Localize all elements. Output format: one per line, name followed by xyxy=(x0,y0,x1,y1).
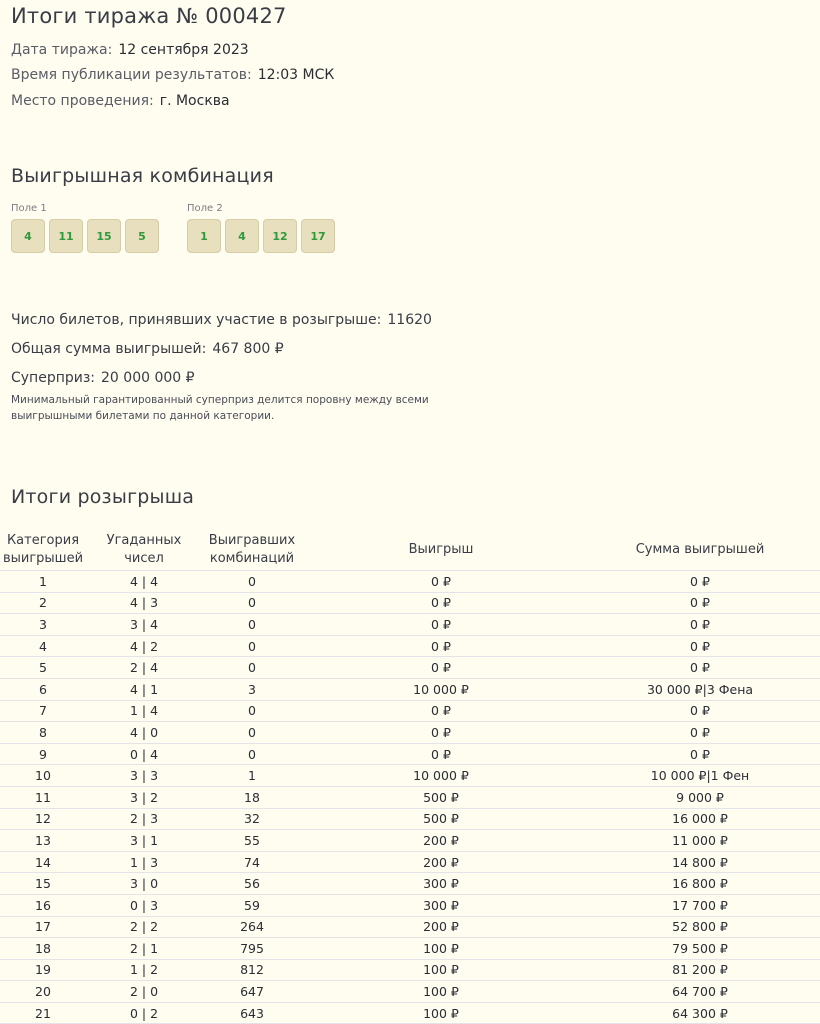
draw-date-line xyxy=(11,42,249,58)
winning-combinations-cell: 0 xyxy=(202,571,302,593)
ball: 17 xyxy=(301,219,335,253)
guessed-cell: 3 | 4 xyxy=(86,614,202,636)
table-row xyxy=(0,592,820,614)
category-cell: 3 xyxy=(0,614,86,636)
ball: 4 xyxy=(225,219,259,253)
ball: 1 xyxy=(187,219,221,253)
winning-combinations-cell: 795 xyxy=(202,938,302,960)
prize-cell: 0 ₽ xyxy=(302,592,580,614)
winning-combinations-cell: 32 xyxy=(202,808,302,830)
guessed-cell: 2 | 4 xyxy=(86,657,202,679)
prize-total-cell: 0 ₽ xyxy=(580,700,820,722)
page-title: Итоги тиража № 000427 xyxy=(11,4,287,28)
prize-cell: 100 ₽ xyxy=(302,959,580,981)
category-cell: 4 xyxy=(0,635,86,657)
guessed-cell: 3 | 3 xyxy=(86,765,202,787)
table-row xyxy=(0,830,820,852)
winning-combinations-cell: 0 xyxy=(202,657,302,679)
category-cell: 19 xyxy=(0,959,86,981)
table-row xyxy=(0,938,820,960)
prize-cell: 500 ₽ xyxy=(302,786,580,808)
prize-cell: 100 ₽ xyxy=(302,938,580,960)
guessed-cell: 2 | 1 xyxy=(86,938,202,960)
prize-total-cell: 0 ₽ xyxy=(580,657,820,679)
guessed-cell: 1 | 4 xyxy=(86,700,202,722)
publication-time-label: Время публикации результатов: xyxy=(11,67,252,83)
table-row xyxy=(0,614,820,636)
category-cell: 12 xyxy=(0,808,86,830)
total-winnings-value: 467 800 ₽ xyxy=(212,341,284,357)
column-header-winning-combinations: Выигравших комбинаций xyxy=(202,530,302,571)
winning-combinations-cell: 18 xyxy=(202,786,302,808)
venue-label: Место проведения: xyxy=(11,93,154,109)
table-row xyxy=(0,635,820,657)
guessed-cell: 3 | 2 xyxy=(86,786,202,808)
field2-balls xyxy=(187,219,335,253)
winning-combinations-cell: 55 xyxy=(202,830,302,852)
table-row xyxy=(0,657,820,679)
winning-combinations-cell: 0 xyxy=(202,743,302,765)
prize-total-cell: 0 ₽ xyxy=(580,722,820,744)
winning-combinations-cell: 0 xyxy=(202,700,302,722)
prize-cell: 300 ₽ xyxy=(302,894,580,916)
table-row xyxy=(0,981,820,1003)
category-cell: 18 xyxy=(0,938,86,960)
prize-total-cell: 30 000 ₽|3 Фена xyxy=(580,678,820,700)
table-row xyxy=(0,851,820,873)
table-row xyxy=(0,571,820,593)
results-heading: Итоги розыгрыша xyxy=(11,486,195,508)
category-cell: 14 xyxy=(0,851,86,873)
winning-combinations-cell: 643 xyxy=(202,1002,302,1024)
category-cell: 20 xyxy=(0,981,86,1003)
category-cell: 5 xyxy=(0,657,86,679)
table-row xyxy=(0,873,820,895)
category-cell: 1 xyxy=(0,571,86,593)
field2-label: Поле 2 xyxy=(187,203,223,214)
superprize-value: 20 000 000 ₽ xyxy=(101,370,195,386)
guessed-cell: 3 | 0 xyxy=(86,873,202,895)
draw-date-label: Дата тиража: xyxy=(11,42,113,58)
winning-combinations-cell: 812 xyxy=(202,959,302,981)
prize-cell: 300 ₽ xyxy=(302,873,580,895)
table-row xyxy=(0,700,820,722)
guessed-cell: 2 | 0 xyxy=(86,981,202,1003)
winning-combinations-cell: 59 xyxy=(202,894,302,916)
prize-total-cell: 0 ₽ xyxy=(580,743,820,765)
tickets-count-value: 11620 xyxy=(387,312,432,328)
category-cell: 11 xyxy=(0,786,86,808)
prize-total-cell: 52 800 ₽ xyxy=(580,916,820,938)
tickets-count-label: Число билетов, принявших участие в розыгрыше: xyxy=(11,312,382,328)
draw-date-value: 12 сентября 2023 xyxy=(118,42,249,58)
winning-combinations-cell: 56 xyxy=(202,873,302,895)
table-row xyxy=(0,765,820,787)
category-cell: 2 xyxy=(0,592,86,614)
guessed-cell: 4 | 0 xyxy=(86,722,202,744)
prize-cell: 0 ₽ xyxy=(302,743,580,765)
prize-total-cell: 81 200 ₽ xyxy=(580,959,820,981)
prize-cell: 10 000 ₽ xyxy=(302,678,580,700)
winning-combinations-cell: 264 xyxy=(202,916,302,938)
guessed-cell: 4 | 1 xyxy=(86,678,202,700)
guessed-cell: 1 | 3 xyxy=(86,851,202,873)
column-header-category: Категория выигрышей xyxy=(0,530,86,571)
superprize-label: Суперприз: xyxy=(11,370,96,386)
ball: 12 xyxy=(263,219,297,253)
guessed-cell: 0 | 4 xyxy=(86,743,202,765)
prize-cell: 0 ₽ xyxy=(302,614,580,636)
prize-cell: 0 ₽ xyxy=(302,700,580,722)
publication-time-line xyxy=(11,67,334,83)
prize-cell: 200 ₽ xyxy=(302,851,580,873)
prize-total-cell: 64 700 ₽ xyxy=(580,981,820,1003)
table-row xyxy=(0,894,820,916)
category-cell: 15 xyxy=(0,873,86,895)
winning-combinations-cell: 0 xyxy=(202,614,302,636)
prize-total-cell: 64 300 ₽ xyxy=(580,1002,820,1024)
prize-cell: 200 ₽ xyxy=(302,830,580,852)
category-cell: 7 xyxy=(0,700,86,722)
results-table xyxy=(0,530,820,1024)
category-cell: 16 xyxy=(0,894,86,916)
total-winnings-label: Общая сумма выигрышей: xyxy=(11,341,207,357)
prize-cell: 0 ₽ xyxy=(302,722,580,744)
winning-combinations-cell: 0 xyxy=(202,635,302,657)
guessed-cell: 4 | 2 xyxy=(86,635,202,657)
guessed-cell: 4 | 3 xyxy=(86,592,202,614)
results-body xyxy=(0,571,820,1024)
category-cell: 17 xyxy=(0,916,86,938)
prize-cell: 0 ₽ xyxy=(302,635,580,657)
winning-combinations-cell: 3 xyxy=(202,678,302,700)
table-row xyxy=(0,1002,820,1024)
category-cell: 13 xyxy=(0,830,86,852)
prize-total-cell: 11 000 ₽ xyxy=(580,830,820,852)
winning-combinations-cell: 1 xyxy=(202,765,302,787)
category-cell: 8 xyxy=(0,722,86,744)
superprize-line xyxy=(11,370,195,386)
prize-total-cell: 0 ₽ xyxy=(580,571,820,593)
winning-combination-heading: Выигрышная комбинация xyxy=(11,165,274,187)
prize-cell: 0 ₽ xyxy=(302,571,580,593)
total-winnings-line xyxy=(11,341,284,357)
prize-total-cell: 0 ₽ xyxy=(580,592,820,614)
column-header-prize: Выигрыш xyxy=(302,530,580,571)
ball: 15 xyxy=(87,219,121,253)
results-header-row xyxy=(0,530,820,571)
winning-combinations-cell: 647 xyxy=(202,981,302,1003)
prize-total-cell: 10 000 ₽|1 Фен xyxy=(580,765,820,787)
prize-cell: 100 ₽ xyxy=(302,981,580,1003)
ball: 4 xyxy=(11,219,45,253)
table-row xyxy=(0,959,820,981)
winning-combinations-cell: 0 xyxy=(202,722,302,744)
guessed-cell: 1 | 2 xyxy=(86,959,202,981)
prize-total-cell: 9 000 ₽ xyxy=(580,786,820,808)
prize-total-cell: 16 800 ₽ xyxy=(580,873,820,895)
prize-total-cell: 14 800 ₽ xyxy=(580,851,820,873)
table-row xyxy=(0,743,820,765)
category-cell: 21 xyxy=(0,1002,86,1024)
winning-combinations-cell: 74 xyxy=(202,851,302,873)
table-row xyxy=(0,808,820,830)
guessed-cell: 2 | 2 xyxy=(86,916,202,938)
prize-cell: 200 ₽ xyxy=(302,916,580,938)
table-row xyxy=(0,786,820,808)
winning-combinations-cell: 0 xyxy=(202,592,302,614)
prize-cell: 100 ₽ xyxy=(302,1002,580,1024)
category-cell: 9 xyxy=(0,743,86,765)
guessed-cell: 3 | 1 xyxy=(86,830,202,852)
guessed-cell: 2 | 3 xyxy=(86,808,202,830)
prize-total-cell: 79 500 ₽ xyxy=(580,938,820,960)
superprize-note: Минимальный гарантированный суперприз делится поровну между всеми выигрышными билетами по данной категории. xyxy=(11,394,429,422)
prize-cell: 10 000 ₽ xyxy=(302,765,580,787)
guessed-cell: 0 | 2 xyxy=(86,1002,202,1024)
prize-cell: 0 ₽ xyxy=(302,657,580,679)
column-header-prize-total: Сумма выигрышей xyxy=(580,530,820,571)
tickets-count-line xyxy=(11,312,432,328)
ball: 11 xyxy=(49,219,83,253)
table-row xyxy=(0,722,820,744)
field1-label: Поле 1 xyxy=(11,203,47,214)
guessed-cell: 4 | 4 xyxy=(86,571,202,593)
field1-balls xyxy=(11,219,159,253)
prize-total-cell: 17 700 ₽ xyxy=(580,894,820,916)
ball: 5 xyxy=(125,219,159,253)
column-header-guessed: Угаданных чисел xyxy=(86,530,202,571)
table-row xyxy=(0,916,820,938)
prize-total-cell: 16 000 ₽ xyxy=(580,808,820,830)
table-row xyxy=(0,678,820,700)
prize-cell: 500 ₽ xyxy=(302,808,580,830)
category-cell: 10 xyxy=(0,765,86,787)
guessed-cell: 0 | 3 xyxy=(86,894,202,916)
venue-value: г. Москва xyxy=(159,93,230,109)
category-cell: 6 xyxy=(0,678,86,700)
prize-total-cell: 0 ₽ xyxy=(580,635,820,657)
prize-total-cell: 0 ₽ xyxy=(580,614,820,636)
venue-line xyxy=(11,93,230,109)
publication-time-value: 12:03 МСК xyxy=(257,67,335,83)
